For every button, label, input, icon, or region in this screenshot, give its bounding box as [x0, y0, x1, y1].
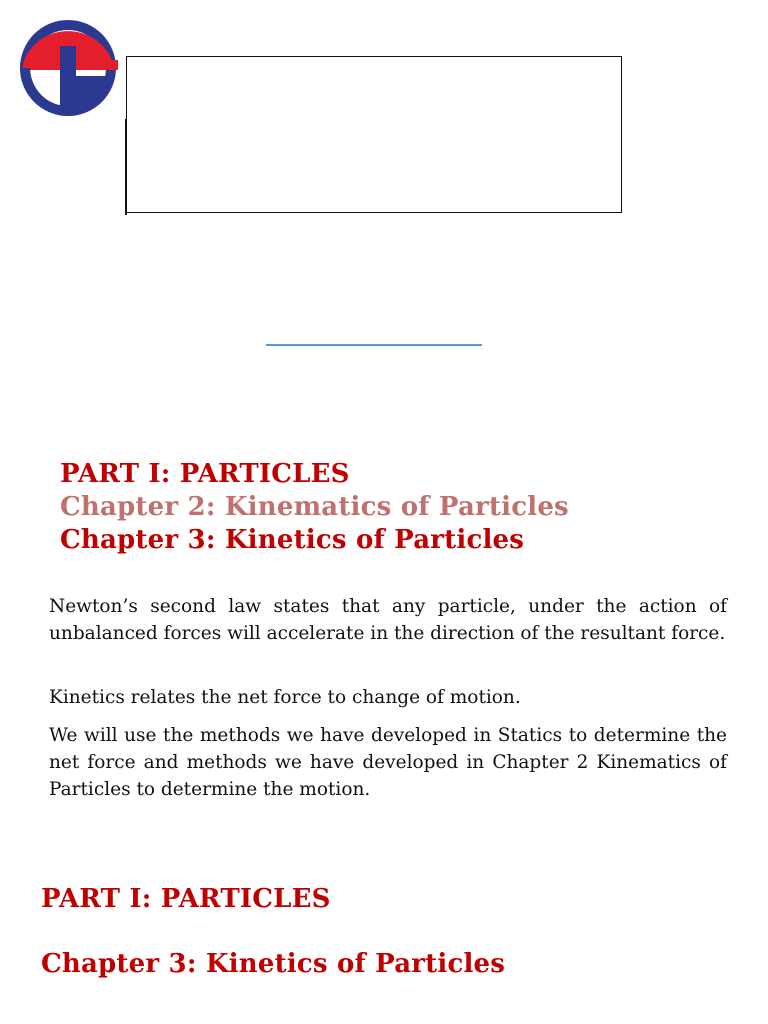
blue-divider-line: [266, 344, 482, 346]
university-logo-icon: [18, 18, 120, 118]
paragraph-kinetics-definition: Kinetics relates the net force to change of motion.: [49, 687, 521, 708]
footer-chapter3-heading: Chapter 3: Kinetics of Particles: [41, 949, 506, 979]
chapter3-heading: Chapter 3: Kinetics of Particles: [60, 525, 525, 555]
paragraph-methods: We will use the methods we have developed in Statics to determine the net force and methods we have developed in Chapter 2 Kinematics of Particles to determine the motion.: [49, 725, 727, 800]
title-placeholder-box: [126, 56, 622, 213]
paragraph-newtons-law: Newton’s second law states that any particle, under the action of unbalanced forces will accelerate in the direction of the resultant force.: [49, 596, 727, 644]
part-heading: PART I: PARTICLES: [60, 459, 350, 489]
footer-part-heading: PART I: PARTICLES: [41, 884, 331, 914]
chapter2-heading: Chapter 2: Kinematics of Particles: [60, 492, 569, 522]
